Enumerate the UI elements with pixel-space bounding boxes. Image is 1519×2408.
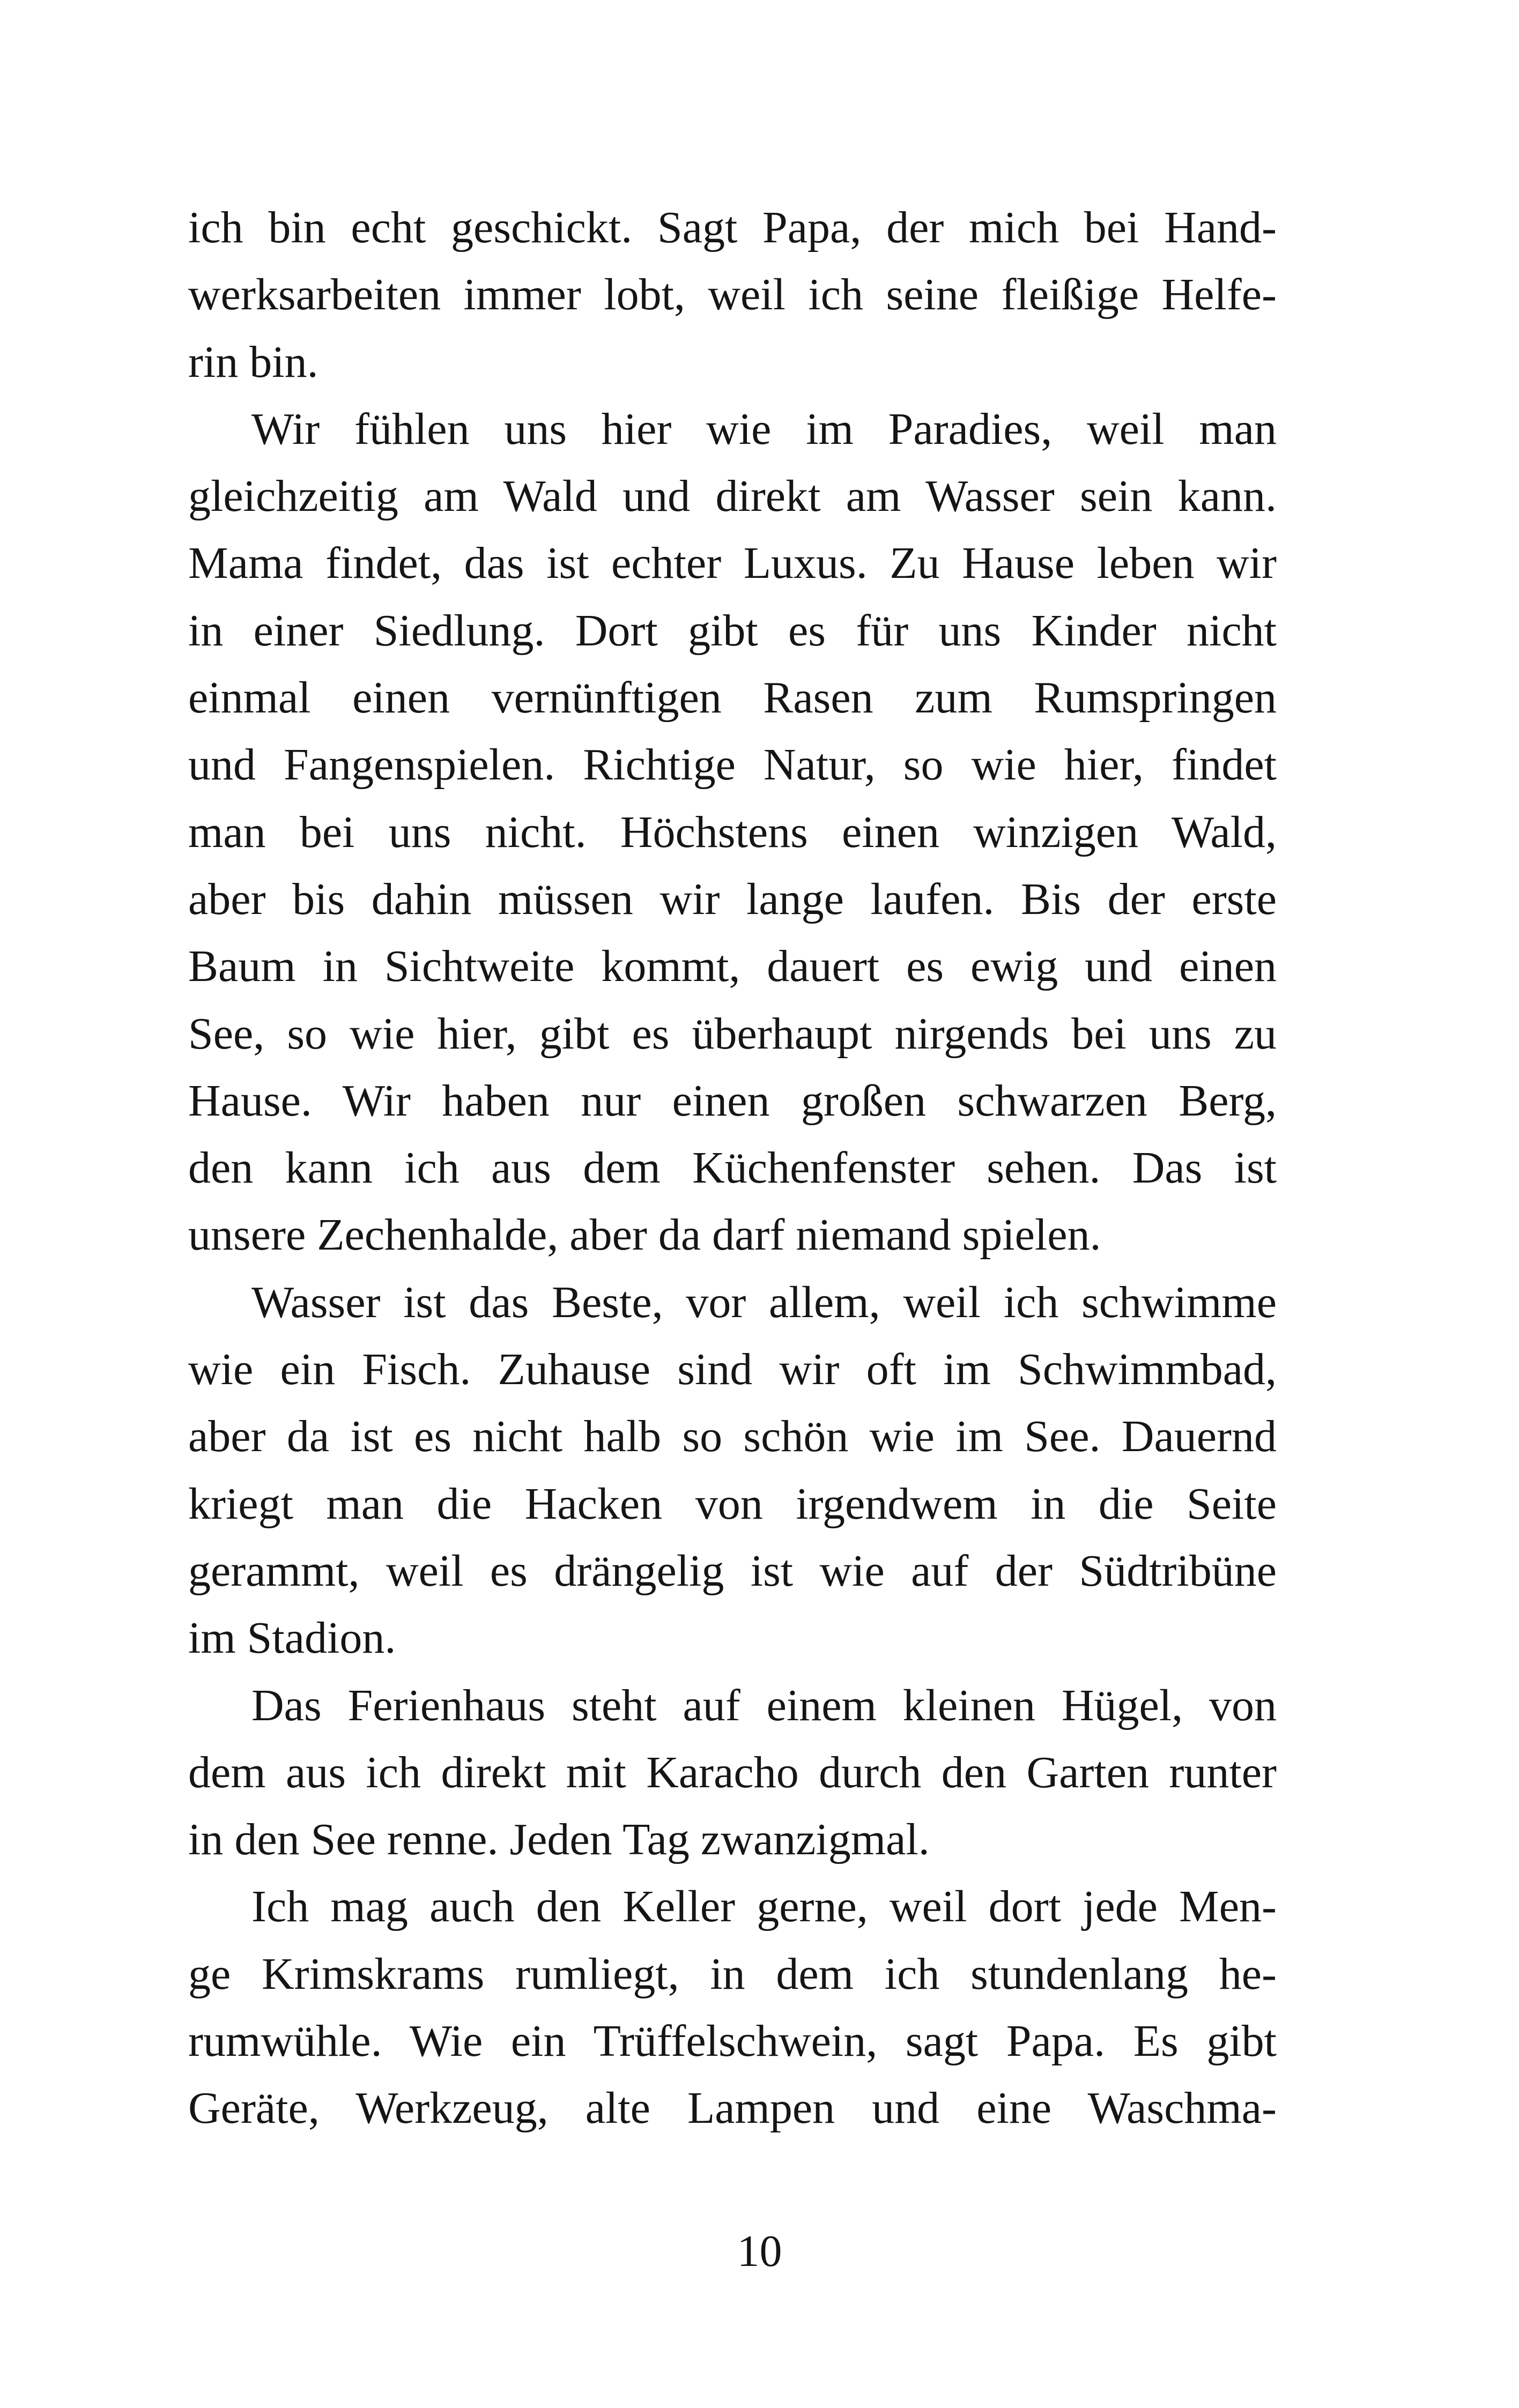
text-line: rumwühle. Wie ein Trüffelschwein, sagt Papa. Es gibt xyxy=(188,2016,1277,2067)
text-line: Ich mag auch den Keller gerne, weil dort jede Men- xyxy=(251,1882,1277,1932)
text-line: Baum in Sichtweite kommt, dauert es ewig und einen xyxy=(188,941,1277,992)
text-line: See, so wie hier, gibt es überhaupt nirgends bei uns zu xyxy=(188,1008,1277,1059)
text-line: gleichzeitig am Wald und direkt am Wasser sein kann. xyxy=(188,471,1277,522)
text-line: aber bis dahin müssen wir lange laufen. Bis der erste xyxy=(188,874,1277,924)
text-line: Mama findet, das ist echter Luxus. Zu Hause leben wir xyxy=(188,538,1277,589)
text-line: den kann ich aus dem Küchenfenster sehen. Das ist xyxy=(188,1143,1277,1193)
text-line: Wasser ist das Beste, vor allem, weil ich schwimme xyxy=(251,1277,1277,1327)
text-line: ich bin echt geschickt. Sagt Papa, der mich bei Hand- xyxy=(188,203,1277,252)
text-line: rin bin. xyxy=(188,337,318,387)
paragraph xyxy=(188,1873,1277,2142)
text-line: wie ein Fisch. Zuhause sind wir oft im Schwimmbad, xyxy=(188,1344,1277,1395)
text-line: im Stadion. xyxy=(188,1613,396,1663)
text-line: und Fangenspielen. Richtige Natur, so wie hier, findet xyxy=(188,740,1277,790)
text-line: in den See renne. Jeden Tag zwanzigmal. xyxy=(188,1815,930,1865)
body-text xyxy=(188,194,1277,2142)
paragraph xyxy=(188,194,1277,396)
text-line: einmal einen vernünftigen Rasen zum Rumspringen xyxy=(188,673,1277,723)
text-line: gerammt, weil es drängelig ist wie auf der Südtribüne xyxy=(188,1545,1277,1596)
text-line: unsere Zechenhalde, aber da darf niemand spielen. xyxy=(188,1210,1101,1260)
text-line: in einer Siedlung. Dort gibt es für uns Kinder nicht xyxy=(188,605,1277,656)
text-line: werksarbeiten immer lobt, weil ich seine fleißige Helfe- xyxy=(188,270,1277,320)
paragraph xyxy=(188,1672,1277,1874)
page-number: 10 xyxy=(737,2226,782,2276)
text-line: man bei uns nicht. Höchstens einen winzigen Wald, xyxy=(188,807,1277,857)
paragraph xyxy=(188,396,1277,1269)
text-line: ge Krimskrams rumliegt, in dem ich stundenlang he- xyxy=(188,1949,1277,1999)
text-line: kriegt man die Hacken von irgendwem in die Seite xyxy=(188,1478,1277,1529)
text-line: Hause. Wir haben nur einen großen schwarzen Berg, xyxy=(188,1075,1277,1126)
paragraph xyxy=(188,1269,1277,1672)
text-line: Wir fühlen uns hier wie im Paradies, weil man xyxy=(251,404,1277,454)
text-line: Geräte, Werkzeug, alte Lampen und eine Waschma- xyxy=(188,2083,1277,2134)
text-line: aber da ist es nicht halb so schön wie im See. Dauernd xyxy=(188,1411,1277,1462)
text-line: dem aus ich direkt mit Karacho durch den Garten runter xyxy=(188,1747,1277,1797)
text-line: Das Ferienhaus steht auf einem kleinen Hügel, von xyxy=(251,1680,1277,1730)
